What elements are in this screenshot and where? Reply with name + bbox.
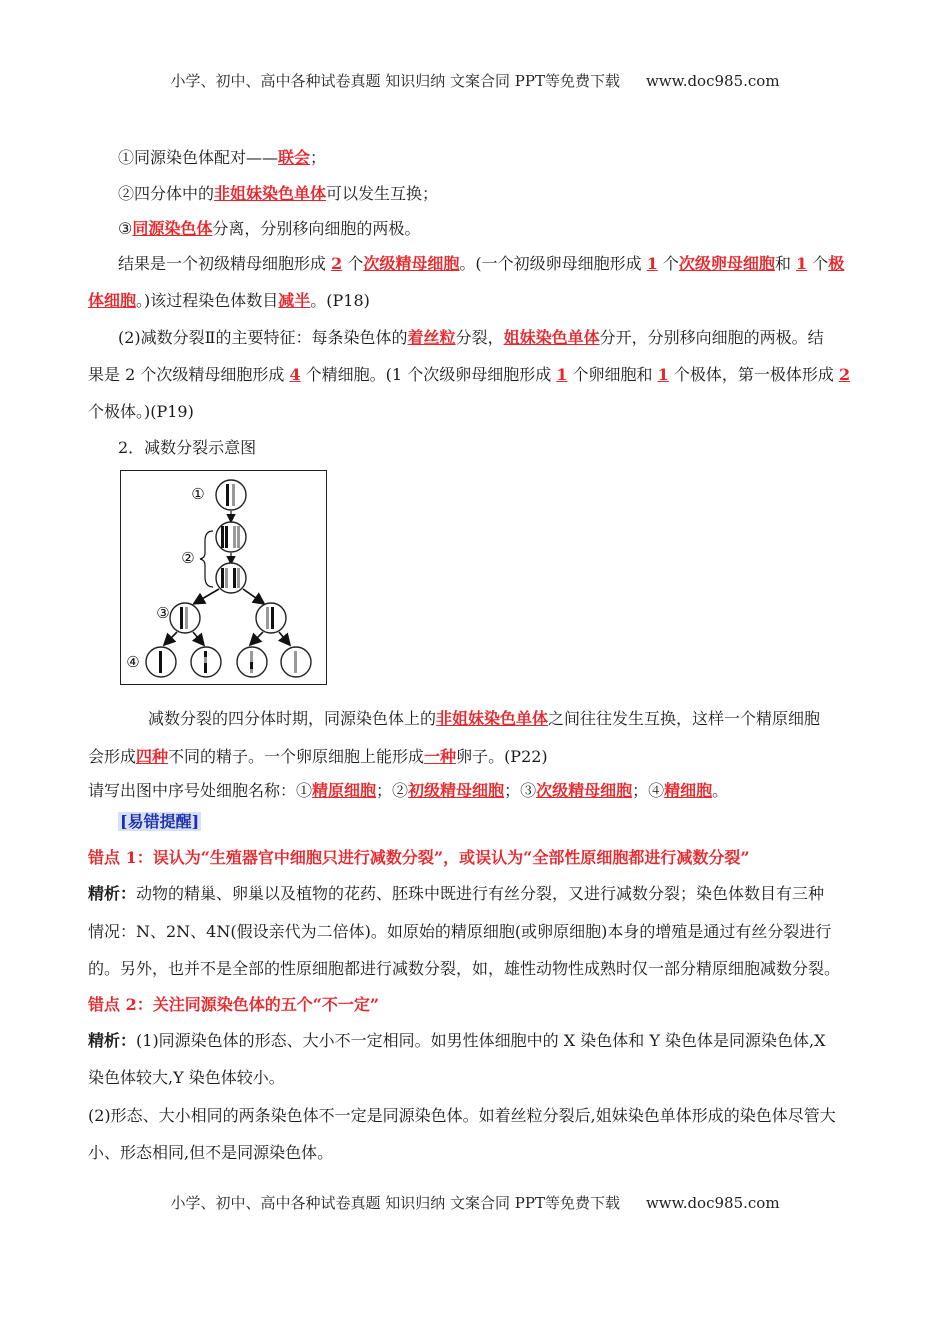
text-line-3: ③同源染色体分离，分别移向细胞的两极。 bbox=[118, 219, 421, 238]
page-footer: 小学、初中、高中各种试卷真题 知识归纳 文案合同 PPT等免费下载 www.doc985.com bbox=[170, 1194, 780, 1212]
analysis-1-line-3: 的。另外，也并不是全部的性原细胞都进行减数分裂，如，雄性动物性成熟时仅一部分精原细胞减数分裂。 bbox=[88, 959, 841, 978]
error-point-2: 错点 2：关注同源染色体的五个“不一定” bbox=[88, 995, 380, 1014]
cell-primary-a bbox=[216, 522, 246, 552]
text-line-10: 减数分裂的四分体时期，同源染色体上的非姐妹染色单体之间往往发生互换，这样一个精原细胞 bbox=[148, 709, 821, 728]
analysis-1-line-1: 精析：动物的精巢、卵巢以及植物的花药、胚珠中既进行有丝分裂，又进行减数分裂；染色体数目有三种 bbox=[88, 884, 825, 903]
error-point-1: 错点 1：误认为“生殖器官中细胞只进行减数分裂”，或误认为“全部性原细胞都进行减数分裂” bbox=[88, 848, 750, 867]
text-line-12: 请写出图中序号处细胞名称：①精原细胞；②初级精母细胞；③次级精母细胞；④精细胞。 bbox=[88, 781, 729, 800]
analysis-2-line-2: 染色体较大,Y 染色体较小。 bbox=[88, 1068, 285, 1087]
text-line-8: 个极体。)(P19) bbox=[88, 402, 194, 421]
analysis-2-line-3: (2)形态、大小相同的两条染色体不一定是同源染色体。如着丝粒分裂后,姐妹染色单体形成的染色体尽管大 bbox=[88, 1106, 836, 1125]
cell-primary-b bbox=[216, 563, 246, 593]
error-tip-tag: [易错提醒] bbox=[120, 812, 200, 831]
section-title-2: 2．减数分裂示意图 bbox=[118, 438, 257, 457]
text-line-4: 结果是一个初级精母细胞形成 2 个次级精母细胞。(一个初级卵母细胞形成 1 个次级卵母细胞和 1 个极 bbox=[118, 254, 845, 273]
label-4: ④ bbox=[126, 653, 140, 671]
text-line-11: 会形成四种不同的精子。一个卵原细胞上能形成一种卵子。(P22) bbox=[88, 747, 548, 766]
footer-site[interactable]: www.doc985.com bbox=[645, 1194, 780, 1212]
text-line-6: (2)减数分裂Ⅱ的主要特征：每条染色体的着丝粒分裂，姐妹染色单体分开，分别移向细胞的两极。结 bbox=[118, 328, 824, 347]
header-site[interactable]: www.doc985.com bbox=[645, 72, 780, 90]
analysis-2-line-1: 精析：(1)同源染色体的形态、大小不一定相同。如男性体细胞中的 X 染色体和 Y 染色体是同源染色体,X bbox=[88, 1031, 826, 1050]
page-header: 小学、初中、高中各种试卷真题 知识归纳 文案合同 PPT等免费下载 www.doc985.com bbox=[170, 72, 780, 90]
cell-spermatogonium bbox=[216, 480, 246, 510]
text-line-5: 体细胞。)该过程染色体数目减半。(P18) bbox=[88, 291, 370, 310]
text-line-7: 果是 2 个次级精母细胞形成 4 个精细胞。(1 个次级卵母细胞形成 1 个卵细胞和 1 个极体，第一极体形成 2 bbox=[88, 365, 851, 384]
label-1: ① bbox=[191, 485, 205, 503]
label-2: ② bbox=[181, 549, 195, 567]
analysis-2-line-4: 小、形态相同,但不是同源染色体。 bbox=[88, 1143, 334, 1162]
text-line-2: ②四分体中的非姐妹染色单体可以发生互换； bbox=[118, 184, 439, 203]
label-3: ③ bbox=[156, 604, 170, 622]
meiosis-diagram bbox=[120, 470, 327, 685]
analysis-1-line-2: 情况：N、2N、4N(假设亲代为二倍体)。如原始的精原细胞(或卵原细胞)本身的增殖是通过有丝分裂进行 bbox=[88, 922, 832, 941]
text-line-1: ①同源染色体配对——联会； bbox=[118, 148, 327, 167]
